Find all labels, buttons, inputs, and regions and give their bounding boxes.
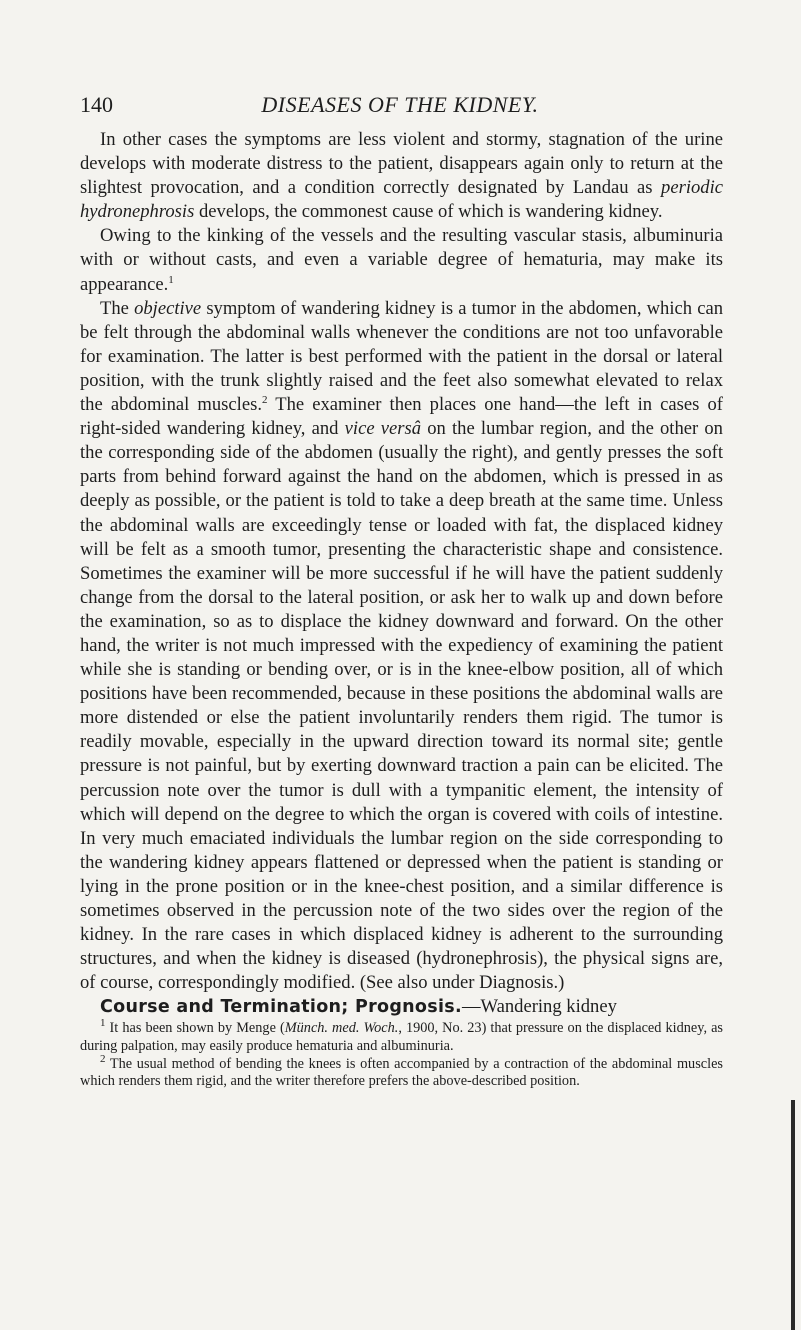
footnote-text: It has been shown by Menge ( xyxy=(105,1020,285,1036)
running-head: DISEASES OF THE KIDNEY. xyxy=(261,92,539,117)
footnote-mark: 1 xyxy=(100,1017,106,1030)
footnote-mark: 2 xyxy=(100,1052,106,1065)
page-header xyxy=(80,92,720,118)
italic-term: vice versâ xyxy=(344,418,422,440)
paragraph-text: on the lumbar region, and the other on the corresponding side of the abdomen (usually the right), and gently presses the soft parts from behind forward against the hand on the abdomen, which is pressed in as deeply as possible, or the patient is told to take a deep breath at the same time. Unless the abdominal walls are exceedingly tense or loaded with fat, the displaced kidney will be felt as a smooth tumor, presenting the characteristic shape and consistence. Sometimes the examiner will be more successful if he will have the patient suddenly change from the dorsal to the lateral position, or ask her to walk up and down before the examination, so as to displace the kidney downward and forward. On the other hand, the writer is not much impressed with the expediency of examining the patient while she is standing or bending over, or is in the knee-elbow position, all of which positions have been recommended, because in these positions the abdominal walls are more distended or else the patient involuntarily renders them rigid. The tumor is readily movable, especially in the upward direction toward its normal site; gentle pressure is not painful, but by exerting downward traction a pain can be elicited. The percussion note over the tumor is dull with a tympanitic element, the intensity of which will depend on the degree to which the organ is covered with coils of intestine. In very much emaciated individuals the lumbar region on the side corresponding to the wandering kidney appears flattened or depressed when the patient is standing or lying in the prone position or in the knee-chest position, and a similar difference is sometimes observed in the percussion note of the two sides over the region of the kidney. In the rare cases in which displaced kidney is adherent to the surrounding structures, and when the kidney is diseased (hydronephrosis), the physical signs are, of course, correspondingly modified. (See also under Diagnosis.) xyxy=(80,418,723,994)
paragraph-course xyxy=(80,995,723,1019)
footnote-1 xyxy=(80,1017,723,1056)
paragraph-text: The xyxy=(100,297,135,319)
body-text xyxy=(80,128,723,1019)
section-heading: Course and Termination; Prognosis. xyxy=(100,997,462,1018)
paragraph-text: The examiner then places one hand—the left in cases of right-sided wandering kidney, and xyxy=(80,394,723,440)
footnote-text: , 1900, No. 23) that pressure on the displaced kidney, as during palpation, may easily produce hematuria and albuminuria. xyxy=(80,1020,723,1054)
scan-edge-shadow xyxy=(791,1100,795,1330)
footnote-ref: 1 xyxy=(168,273,174,286)
paragraph-stagnation xyxy=(80,128,723,224)
paragraph-kinking xyxy=(80,224,723,296)
paragraph-objective xyxy=(80,297,723,996)
paragraph-text: —Wandering kidney xyxy=(461,996,617,1018)
footnote-ref: 2 xyxy=(261,393,268,406)
page-number: 140 xyxy=(80,92,113,117)
italic-term: Münch. med. Woch. xyxy=(284,1020,399,1036)
paragraph-text: Owing to the kinking of the vessels and the resulting vascular stasis, albuminuria with or without casts, and even a variable degree of hematuria, may make its appearance. xyxy=(80,225,723,295)
paragraph-text: develops, the commonest cause of which is wandering kidney. xyxy=(194,201,663,223)
paragraph-text: symptom of wandering kidney is a tumor in the abdomen, which can be felt through the abdominal walls whenever the conditions are not too unfavorable for examination. The latter is best performed with the patient in the dorsal or lateral position, with the trunk slightly raised and the feet also somewhat elevated to relax the abdominal muscles. xyxy=(80,297,723,416)
footnote-text: The usual method of bending the knees is often accompanied by a contraction of the abdominal muscles which renders them rigid, and the writer therefore prefers the above-described position. xyxy=(80,1055,723,1090)
italic-term: objective xyxy=(134,297,202,319)
italic-term: periodic hydronephrosis xyxy=(80,177,723,223)
footnotes xyxy=(80,1017,723,1091)
footnote-2 xyxy=(80,1052,723,1092)
paragraph-text: In other cases the symptoms are less violent and stormy, stagnation of the urine develops with moderate distress to the patient, disappears again only to return at the slightest provocation, and a condition correctly designated by Landau as xyxy=(80,129,723,199)
